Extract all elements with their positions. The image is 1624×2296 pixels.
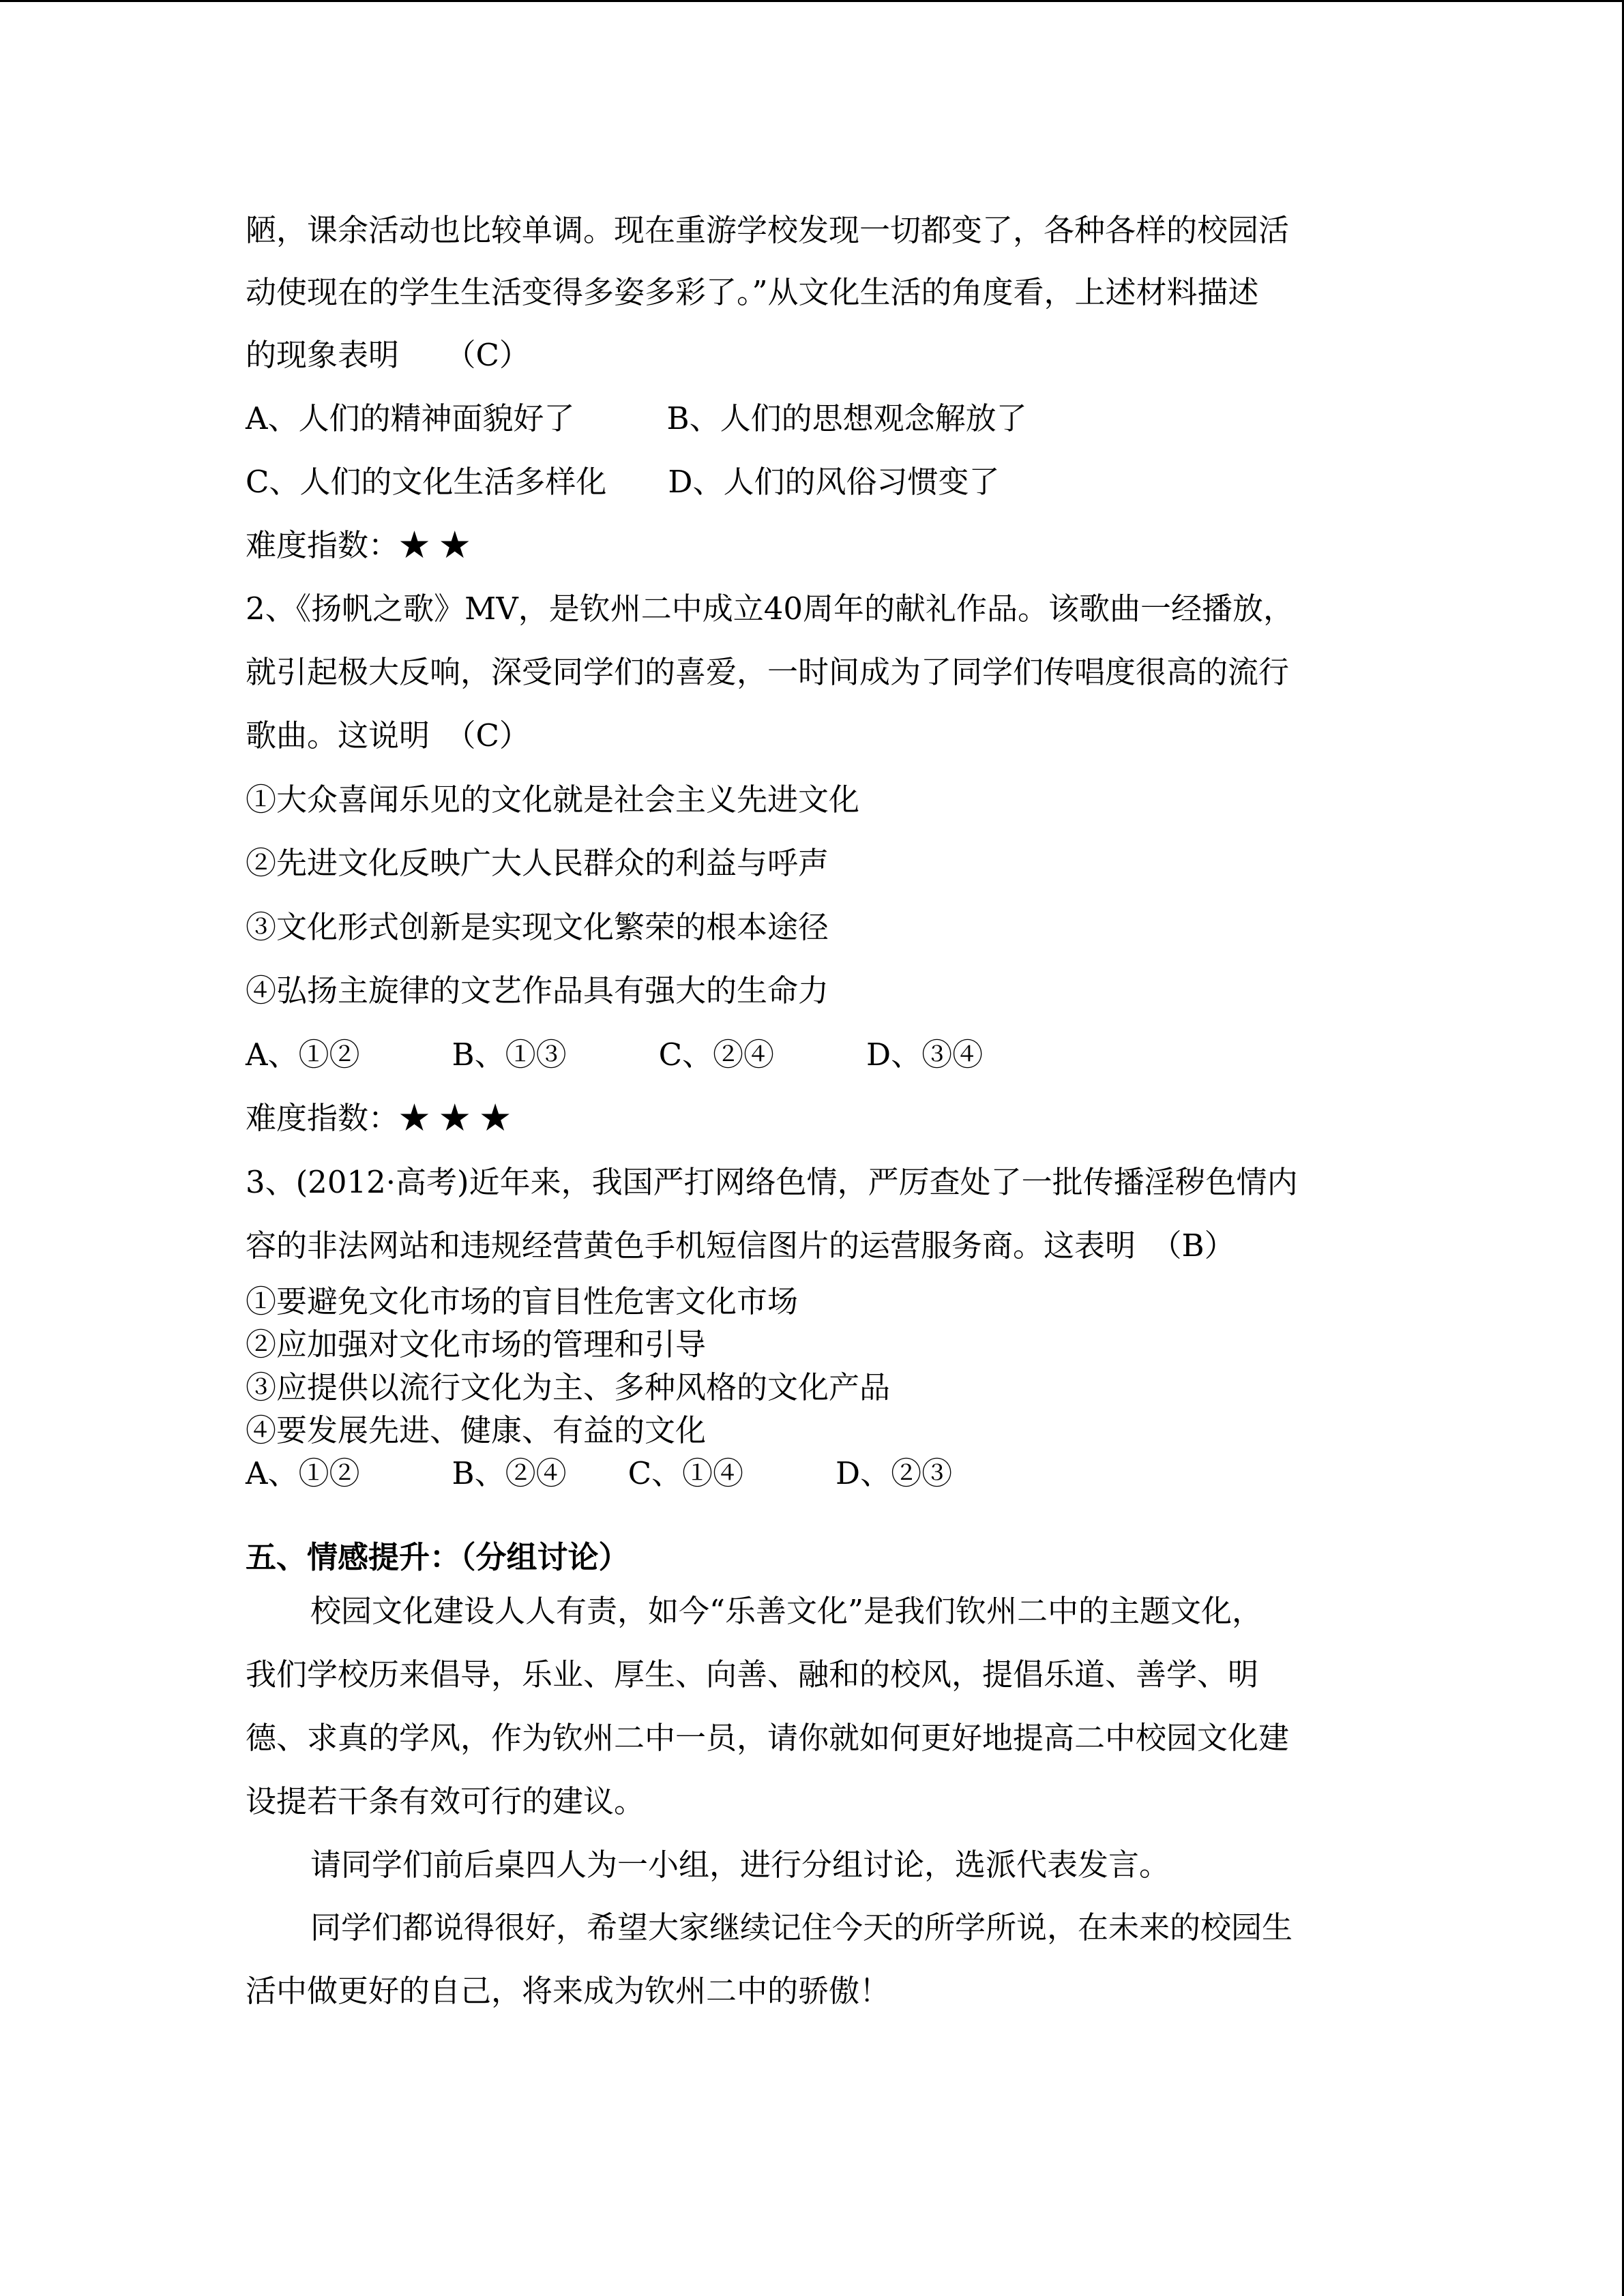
paragraph-line: 同学们都说得很好，希望大家继续记住今天的所学所说，在未来的校园生 — [310, 1909, 1293, 1945]
statement-line: ①大众喜闻乐见的文化就是社会主义先进文化 — [246, 781, 860, 818]
question-line: 2、《扬帆之歌》MV，是钦州二中成立40周年的献礼作品。该歌曲一经播放， — [246, 591, 1294, 627]
text-line: 动使现在的学生生活变得多姿多彩了。”从文化生活的角度看，上述材料描述 — [246, 274, 1259, 310]
option-line: A、①② B、②④ C、①④ D、②③ — [246, 1455, 953, 1491]
text-line: 容的非法网站和违规经营黄色手机短信图片的运营服务商。这表明 （B） — [246, 1227, 1235, 1264]
paragraph-line: 活中做更好的自己，将来成为钦州二中的骄傲！ — [246, 1973, 891, 2009]
option-line: A、人们的精神面貌好了 B、人们的思想观念解放了 — [246, 400, 1027, 436]
question-line: 3、(2012·高考)近年来，我国严打网络色情，严厉查处了一批传播淫秽色情内 — [246, 1164, 1298, 1200]
statement-line: ④弘扬主旋律的文艺作品具有强大的生命力 — [246, 972, 829, 1009]
text-line: 歌曲。这说明 （C） — [246, 717, 530, 754]
statement-line: ③文化形式创新是实现文化繁荣的根本途径 — [246, 909, 829, 945]
paragraph-line: 德、求真的学风，作为钦州二中一员，请你就如何更好地提高二中校园文化建 — [246, 1720, 1290, 1756]
page-top-border — [0, 0, 1624, 2]
section-heading: 五、情感提升：（分组讨论） — [246, 1539, 630, 1575]
option-line: C、人们的文化生活多样化 D、人们的风俗习惯变了 — [246, 464, 1000, 500]
paragraph-line: 校园文化建设人人有责，如今“乐善文化”是我们钦州二中的主题文化， — [310, 1593, 1263, 1629]
option-line: A、①② B、①③ C、②④ D、③④ — [246, 1037, 984, 1073]
statement-line: ④要发展先进、健康、有益的文化 — [246, 1412, 707, 1448]
statement-line: ①要避免文化市场的盲目性危害文化市场 — [246, 1283, 799, 1320]
difficulty-rating: 难度指数：★ ★ — [246, 527, 471, 563]
statement-line: ②先进文化反映广大人民群众的利益与呼声 — [246, 845, 829, 881]
paragraph-line: 请同学们前后桌四人为一小组，进行分组讨论，选派代表发言。 — [310, 1847, 1170, 1883]
text-line: 就引起极大反响，深受同学们的喜爱，一时间成为了同学们传唱度很高的流行 — [246, 654, 1290, 690]
text-line: 陋，课余活动也比较单调。现在重游学校发现一切都变了，各种各样的校园活 — [246, 212, 1290, 248]
statement-line: ②应加强对文化市场的管理和引导 — [246, 1326, 707, 1362]
paragraph-line: 设提若干条有效可行的建议。 — [246, 1783, 645, 1819]
statement-line: ③应提供以流行文化为主、多种风格的文化产品 — [246, 1369, 891, 1405]
paragraph-line: 我们学校历来倡导，乐业、厚生、向善、融和的校风，提倡乐道、善学、明 — [246, 1656, 1259, 1693]
text-line: 的现象表明 （C） — [246, 337, 530, 373]
difficulty-rating: 难度指数：★ ★ ★ — [246, 1100, 511, 1136]
